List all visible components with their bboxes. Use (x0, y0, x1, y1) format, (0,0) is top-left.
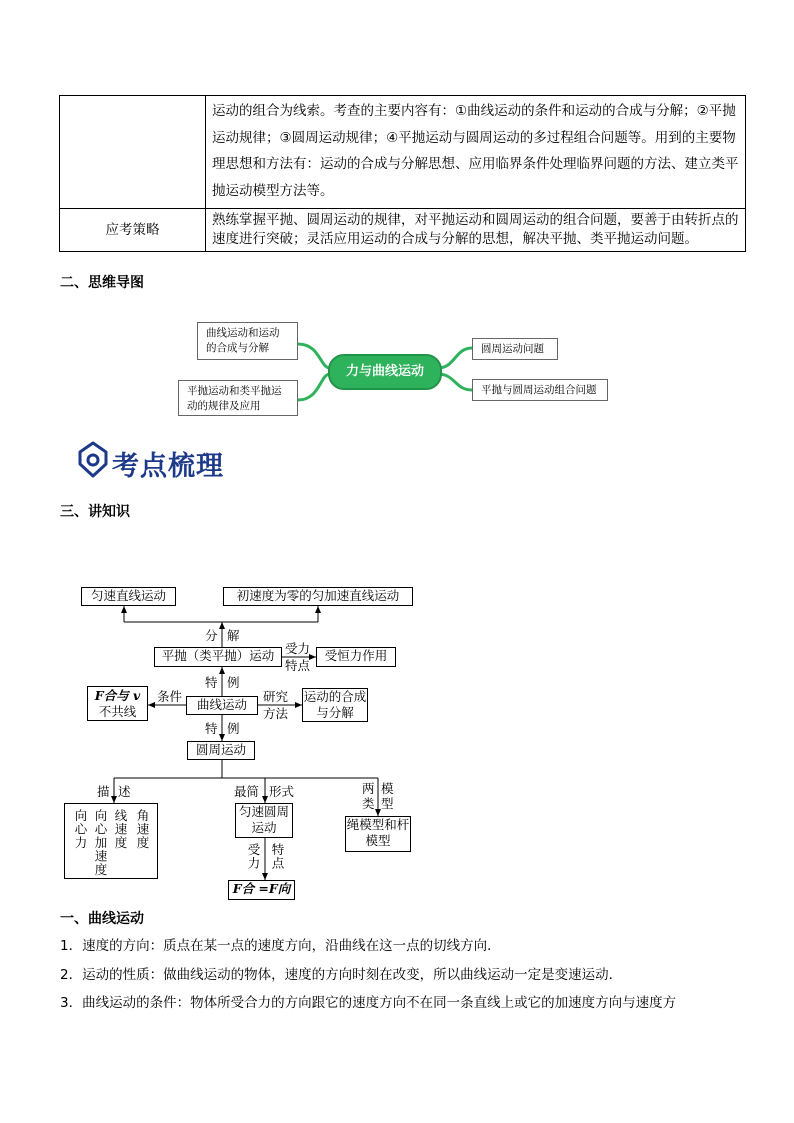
label-xiangxinli: 向心力 (73, 809, 88, 850)
table-label-cell: 应考策略 (60, 209, 206, 252)
label-xingshi: 形式 (269, 784, 295, 799)
label-tedian: 特点 (285, 658, 311, 673)
section-title-curvilinear: 一、曲线运动 (60, 911, 144, 927)
label-xiansudu: 线速度 (113, 809, 128, 850)
mindmap-node-left-bottom: 平抛运动和类平抛运动的规律及应用 (178, 380, 298, 416)
label-fhe-v: F合与 v (94, 688, 141, 703)
box-projectile: 平抛（类平抛）运动 (154, 647, 282, 667)
mindmap-node-left-top: 曲线运动和运动的合成与分解 (197, 322, 298, 360)
label-fangfa: 方法 (263, 706, 289, 721)
box-curvilinear-motion: 曲线运动 (186, 696, 258, 715)
label-fen: 分 (205, 628, 218, 643)
paragraph-1: 1．速度的方向：质点在某一点的速度方向，沿曲线在这一点的切线方向． (60, 938, 501, 954)
label-miao: 描 (97, 784, 110, 799)
mindmap-center-node: 力与曲线运动 (328, 354, 442, 390)
box-uniform-circular: 匀速圆周运动 (235, 803, 293, 838)
label-jiasudu: 向心加速度 (93, 809, 108, 877)
label-te1: 特 (205, 675, 218, 690)
label-te2: 特 (205, 721, 218, 736)
table-text-cell: 熟练掌握平抛、圆周运动的规律，对平抛运动和圆周运动的组合问题，要善于由转折点的速度进行突破；灵活应用运动的合成与分解的思想，解决平抛、类平抛运动问题。 (206, 209, 746, 252)
label-li2: 例 (227, 721, 240, 736)
box-composition: 运动的合成与分解 (303, 689, 367, 720)
label-mo: 模 (381, 781, 394, 796)
label-yanjiu: 研究 (263, 689, 289, 704)
label-shu: 述 (118, 784, 131, 799)
label-zuijian: 最简 (234, 784, 260, 799)
box-uniform-accel: 初速度为零的匀加速直线运动 (223, 587, 413, 606)
paragraph-2: 2．运动的性质：做曲线运动的物体，速度的方向时刻在改变，所以曲线运动一定是变速运动． (60, 967, 623, 983)
section-title-mindmap: 二、思维导图 (60, 275, 144, 291)
box-uniform-linear: 匀速直线运动 (81, 587, 176, 606)
kaodian-title: 考点梳理 (112, 451, 224, 482)
paragraph-3: 3．曲线运动的条件：物体所受合力的方向跟它的速度方向不在同一条直线上或它的加速度方向与速度方 (60, 995, 677, 1011)
label-li1: 例 (227, 675, 240, 690)
label-tedian2: 特点 (270, 843, 285, 870)
label-liang: 两 (362, 781, 375, 796)
label-jie: 解 (227, 628, 240, 643)
box-net-force-equation: F合 =F向 (228, 880, 295, 900)
label-xing: 型 (381, 796, 394, 811)
box-describe-quantities (64, 803, 158, 879)
table-text-cell: 运动的组合为线索。考查的主要内容有：①曲线运动的条件和运动的合成与分解；②平抛运动规律；③圆周运动规律；④平抛运动与圆周运动的多过程组合问题等。用到的主要物理思想和方法有：运动的合成与分解思想、应用临界条件处理临界问题的方法、建立类平抛运动模型方法等。 (206, 96, 746, 209)
label-jiaosudu: 角速度 (135, 809, 150, 850)
label-shouli: 受力 (285, 641, 311, 656)
label-tiaojian: 条件 (157, 689, 183, 704)
label-lei: 类 (362, 796, 375, 811)
box-rope-rod-model: 绳模型和杆模型 (345, 816, 411, 852)
label-bugongxian: 不共线 (98, 704, 137, 719)
label-shouli2: 受力 (246, 843, 261, 870)
box-force-velocity (87, 686, 148, 721)
box-circular-motion: 圆周运动 (187, 741, 255, 760)
box-constant-force: 受恒力作用 (316, 647, 396, 667)
mindmap-node-right-top: 圆周运动问题 (472, 338, 558, 360)
mindmap-node-right-bottom: 平抛与圆周运动组合问题 (472, 379, 608, 401)
section-title-knowledge: 三、讲知识 (60, 504, 130, 520)
